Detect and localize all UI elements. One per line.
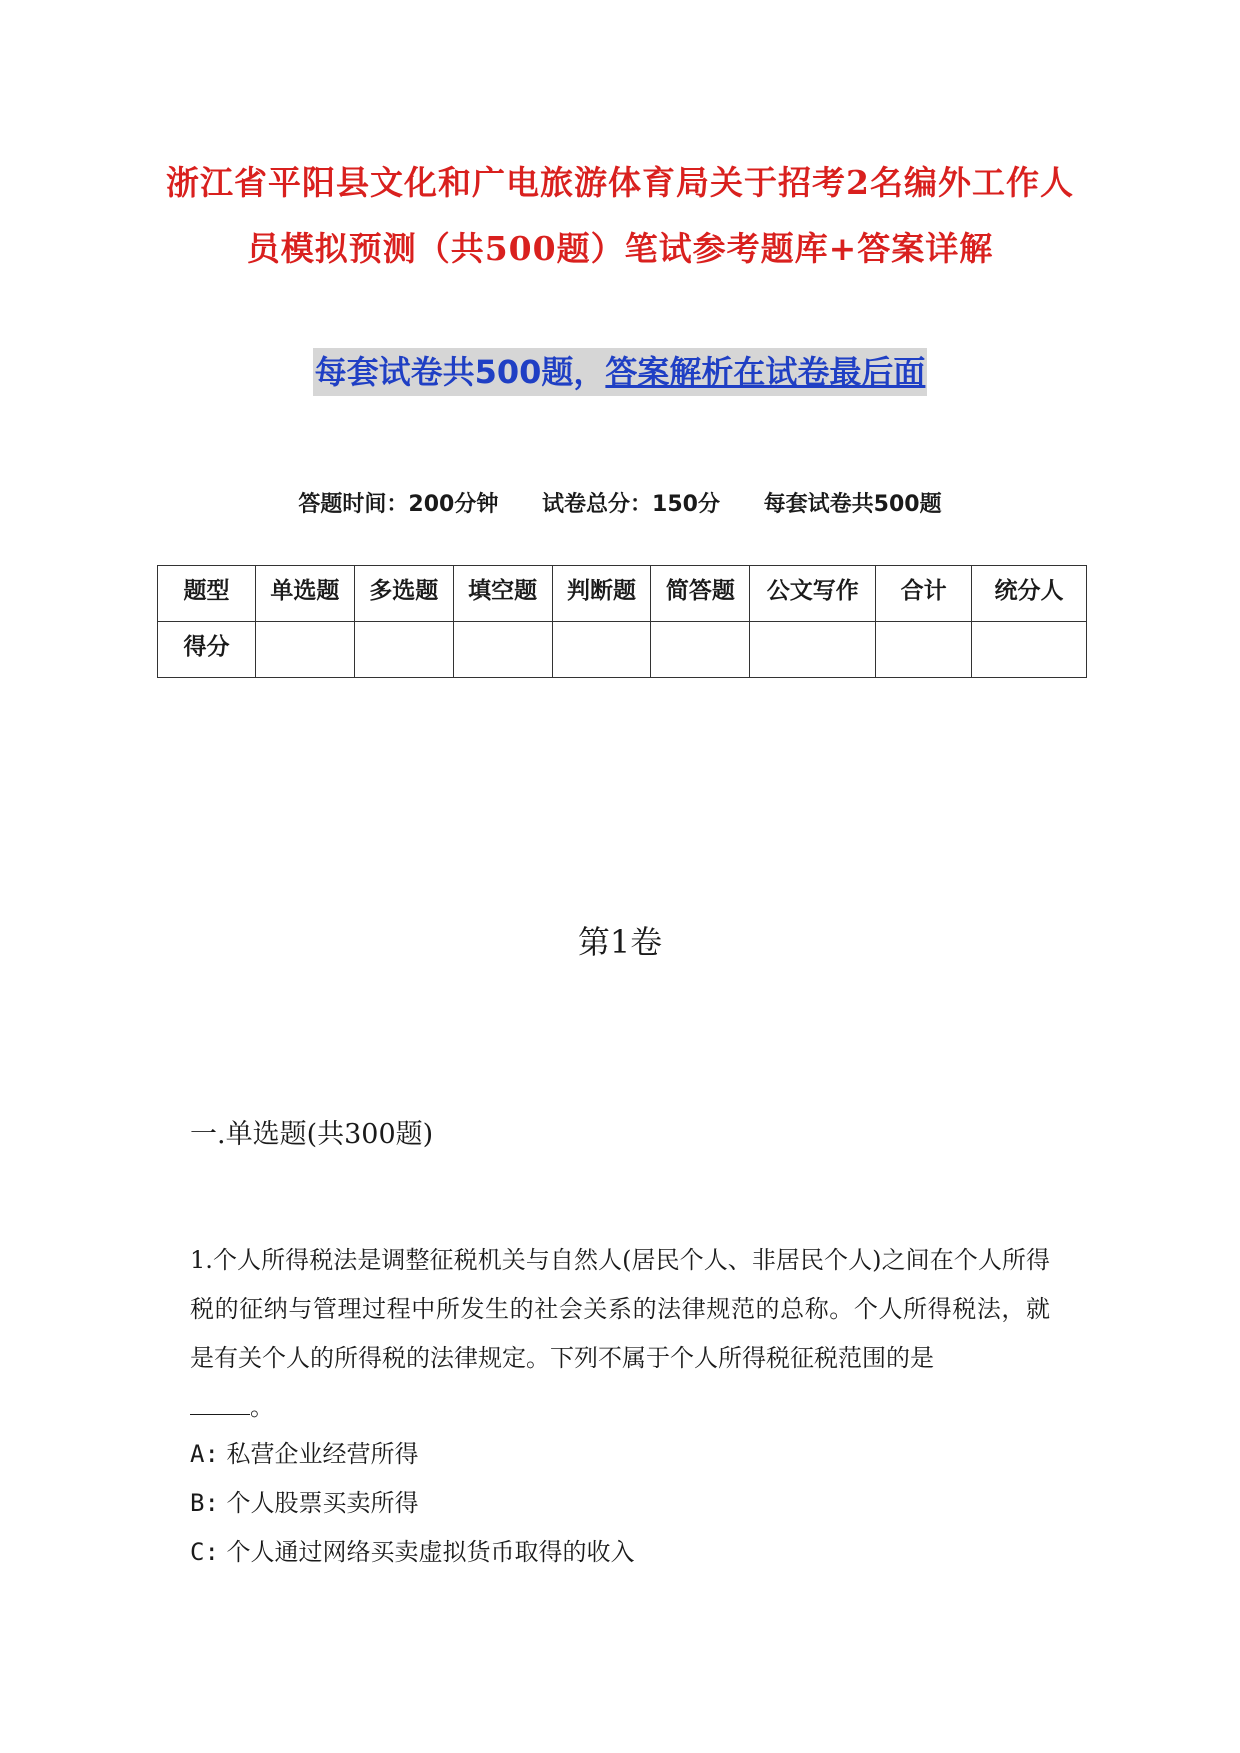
table-header-cell: 简答题 <box>651 566 750 622</box>
table-header-cell: 统分人 <box>972 566 1087 622</box>
option-text: 个人股票买卖所得 <box>226 1489 419 1517</box>
score-cell[interactable] <box>651 622 750 678</box>
score-cell[interactable] <box>972 622 1087 678</box>
exam-question-count: 每套试卷共500题 <box>763 492 942 517</box>
exam-time: 答题时间：200分钟 <box>298 492 499 517</box>
answer-options <box>190 1430 635 1577</box>
table-header-cell: 判断题 <box>552 566 651 622</box>
score-table-header-row <box>158 566 1087 622</box>
volume-heading: 第1卷 <box>577 923 663 961</box>
score-table <box>157 565 1087 678</box>
answer-location-link[interactable]: 答案解析在试卷最后面 <box>605 353 926 391</box>
score-cell[interactable] <box>750 622 876 678</box>
question-text: 1.个人所得税法是调整征税机关与自然人(居民个人、非居民个人)之间在个人所得税的征纳与管理过程中所发生的社会关系的法律规范的总称。个人所得税法，就是有关个人的所得税的法律规定。下列不属于个人所得税征税范围的是 <box>190 1246 1050 1372</box>
option-letter: C: <box>190 1538 219 1566</box>
score-cell[interactable] <box>552 622 651 678</box>
section-heading: 一.单选题(共300题) <box>190 1119 434 1150</box>
option-letter: B: <box>190 1489 219 1517</box>
score-cell[interactable] <box>453 622 552 678</box>
subtitle-banner <box>0 348 1240 396</box>
document-title: 浙江省平阳县文化和广电旅游体育局关于招考2名编外工作人员模拟预测（共500题）笔试参考题库+答案详解 <box>166 163 1074 268</box>
score-cell[interactable] <box>876 622 972 678</box>
table-header-cell: 合计 <box>876 566 972 622</box>
question-end: 。 <box>250 1393 274 1421</box>
score-table-score-row <box>158 622 1087 678</box>
table-header-cell: 单选题 <box>255 566 354 622</box>
subtitle <box>313 348 928 396</box>
exam-meta <box>0 488 1240 522</box>
score-cell[interactable] <box>255 622 354 678</box>
table-header-cell: 填空题 <box>453 566 552 622</box>
option-c[interactable] <box>190 1528 635 1577</box>
answer-blank <box>190 1388 250 1415</box>
option-text: 个人通过网络买卖虚拟货币取得的收入 <box>226 1538 635 1566</box>
option-text: 私营企业经营所得 <box>226 1440 419 1468</box>
table-header-cell: 公文写作 <box>750 566 876 622</box>
subtitle-text: 每套试卷共500题， <box>314 353 606 391</box>
score-cell[interactable] <box>354 622 453 678</box>
table-header-cell: 多选题 <box>354 566 453 622</box>
option-b[interactable] <box>190 1479 635 1528</box>
option-a[interactable] <box>190 1430 635 1479</box>
table-header-cell: 题型 <box>158 566 256 622</box>
question-1 <box>190 1236 1050 1432</box>
option-letter: A: <box>190 1440 219 1468</box>
table-row-label: 得分 <box>158 622 256 678</box>
exam-total-score: 试卷总分：150分 <box>542 492 720 517</box>
